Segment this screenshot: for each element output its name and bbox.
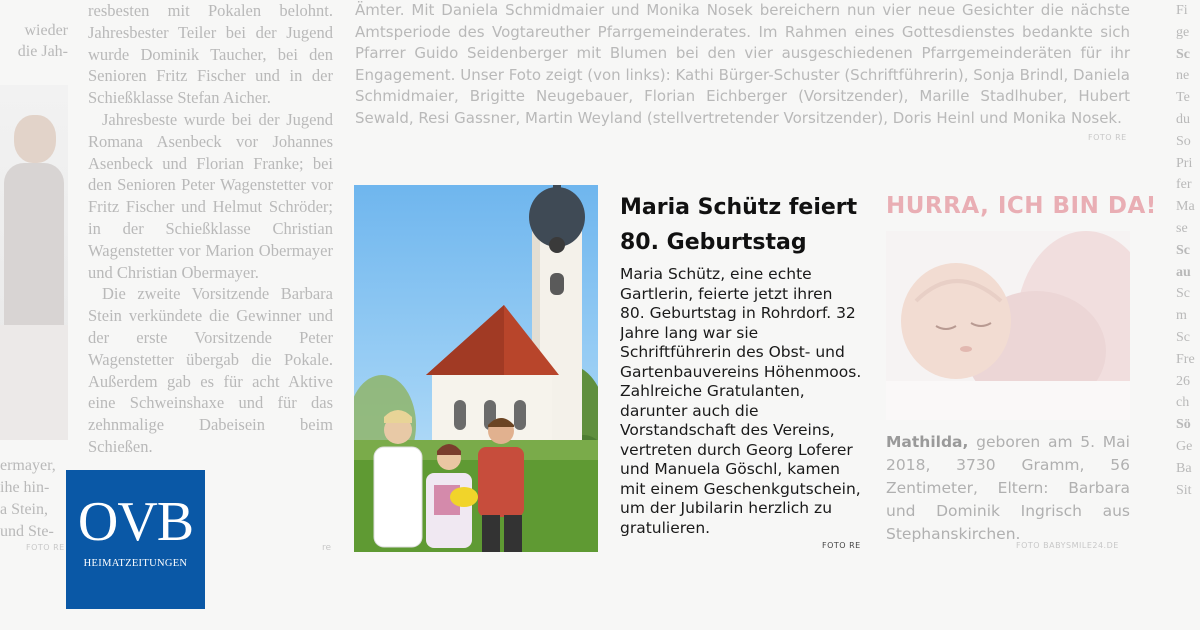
ovb-logo[interactable] [66,470,205,609]
left-strip-line: ihe hin- [0,479,50,496]
right-strip-line: ge [1176,24,1190,40]
right-strip-line: 26 [1176,373,1190,389]
right-strip-line: se [1176,220,1188,236]
right-strip-line: Ge [1176,438,1193,454]
right-strip-line: Sit [1176,482,1192,498]
church-photo-illustration [354,185,598,552]
right-strip-line: Fre [1176,351,1195,367]
top-article-photo-credit: FOTO RE [1088,133,1127,142]
right-strip-line: Sc [1176,242,1190,258]
left-photo-credit: FOTO RE [26,543,65,552]
middle-column-text [88,0,333,458]
left-strip-top-text [0,20,68,62]
right-strip-text [1176,0,1200,501]
main-article-body: Maria Schütz, eine echte Gartlerin, feierte jetzt ihren 80. Geburtstag in Rohrdorf. 32 Jahre lang war sie Schriftführerin des Obst- und Gartenbauvereins Höhenmoos. Zahlreiche Gratulanten, darunter auch die Vorstandschaft des Vereins, vertreten durch Georg Loferer und Manuela Göschl, kamen mit einem Geschenkgutschein, um der Jubilarin herzlich zu gratulieren. [620,265,862,537]
left-strip-bottom-text [0,455,68,543]
left-strip-line: die Jah- [17,43,68,60]
middle-paragraph: Jahresbeste wurde bei der Jugend Romana Asenbeck vor Johannes Asenbeck und Florian Franke; bei den Senioren Peter Wagenstetter vor Fritz Fischer und Helmut Schröder; in der Schießklasse Christian Wagenstetter vor Marion Obermayer und Christian Obermayer. [88,109,333,282]
right-strip-line: Fi [1176,3,1188,18]
photo-person-head [14,115,56,163]
right-strip-line: ne [1176,68,1190,84]
left-strip-line: a Stein, [0,501,48,518]
right-strip-line: Sc [1176,286,1190,302]
main-article-photo-credit: FOTO RE [822,541,861,550]
baby-photo-credit: FOTO BABYSMILE24.DE [1016,541,1119,550]
photo-lower-area [0,325,68,440]
right-strip-line: Te [1176,90,1190,106]
right-strip-line: Sö [1176,417,1191,433]
middle-paragraph: resbesten mit Pokalen belohnt. Jahresbester Teiler bei der Jugend wurde Dominik Taucher, bei den Senioren Fritz Fischer und in der Schießklasse Stefan Aicher. [88,1,333,108]
top-article-text: Ämter. Mit Daniela Schmidmaier und Monika Nosek bereichern nun vier neue Gesichter die nächste Amtsperiode des Vogtareuther Pfarrgemeinderates. Im Rahmen eines Gottesdienstes bedankte sich Pfarrer Guido Seidenberger mit Blumen bei den vier ausgeschiedenen Pfarrgemeinderäten für ihr Engagement. Unser Foto zeigt (von links): Kathi Bürger-Schuster (Schriftführerin), Sonja Brindl, Daniela Schmidmaier, Brigitte Neugebauer, Florian Eichberger (Vorsitzender), Marille Stadlhuber, Hubert Sewald, Resi Gassner, Martin Weyland (stellvertretender Vorsitzender), Doris Heinl und Monika Nosek. [355,1,1130,127]
right-strip-line: du [1176,111,1190,127]
birth-announcement-headline: HURRA, ICH BIN DA! [886,193,1157,219]
main-article-photo [354,185,598,552]
right-strip-line: m [1176,308,1187,324]
right-strip-line: Ba [1176,460,1192,476]
birth-details: geboren am 5. Mai 2018, 3730 Gramm, 56 Zentimeter, Eltern: Barbara und Dominik Ingrisch aus Stephanskirchen. [886,433,1130,543]
right-strip-line: ch [1176,395,1190,411]
right-strip-line: au [1176,264,1191,280]
logo-title: OVB [77,491,194,553]
photo-person-body [4,163,64,343]
left-strip-line: wieder [24,22,68,39]
right-strip-line: Sc [1176,329,1190,345]
middle-column-credit: re [322,543,332,553]
logo-subtitle: HEIMATZEITUNGEN [83,558,188,569]
middle-paragraph: Die zweite Vorsitzende Barbara Stein verkündete die Gewinner und der erste Vorsitzende Peter Wagenstetter übergab die Pokale. Außerdem gab es für acht Aktive eine Schweinshaxe und für das zehnmalige Dabeisein beim Schießen. [88,284,333,456]
right-strip-line: Sc [1176,46,1190,62]
baby-photo [886,231,1130,420]
main-article-headline: Maria Schütz feiert 80. Geburtstag [620,195,858,255]
left-strip-photo [0,85,68,440]
left-strip-line: und Ste- [0,523,54,540]
right-strip-line: Ma [1176,199,1195,215]
right-strip-line: fer [1176,177,1192,193]
birth-announcement-text [886,431,1130,546]
right-strip-line: So [1176,133,1191,149]
right-strip-line: Pri [1176,155,1193,171]
sleeping-baby-illustration [886,231,1130,420]
left-strip-line: ermayer, [0,457,56,474]
baby-name: Mathilda, [886,433,969,451]
